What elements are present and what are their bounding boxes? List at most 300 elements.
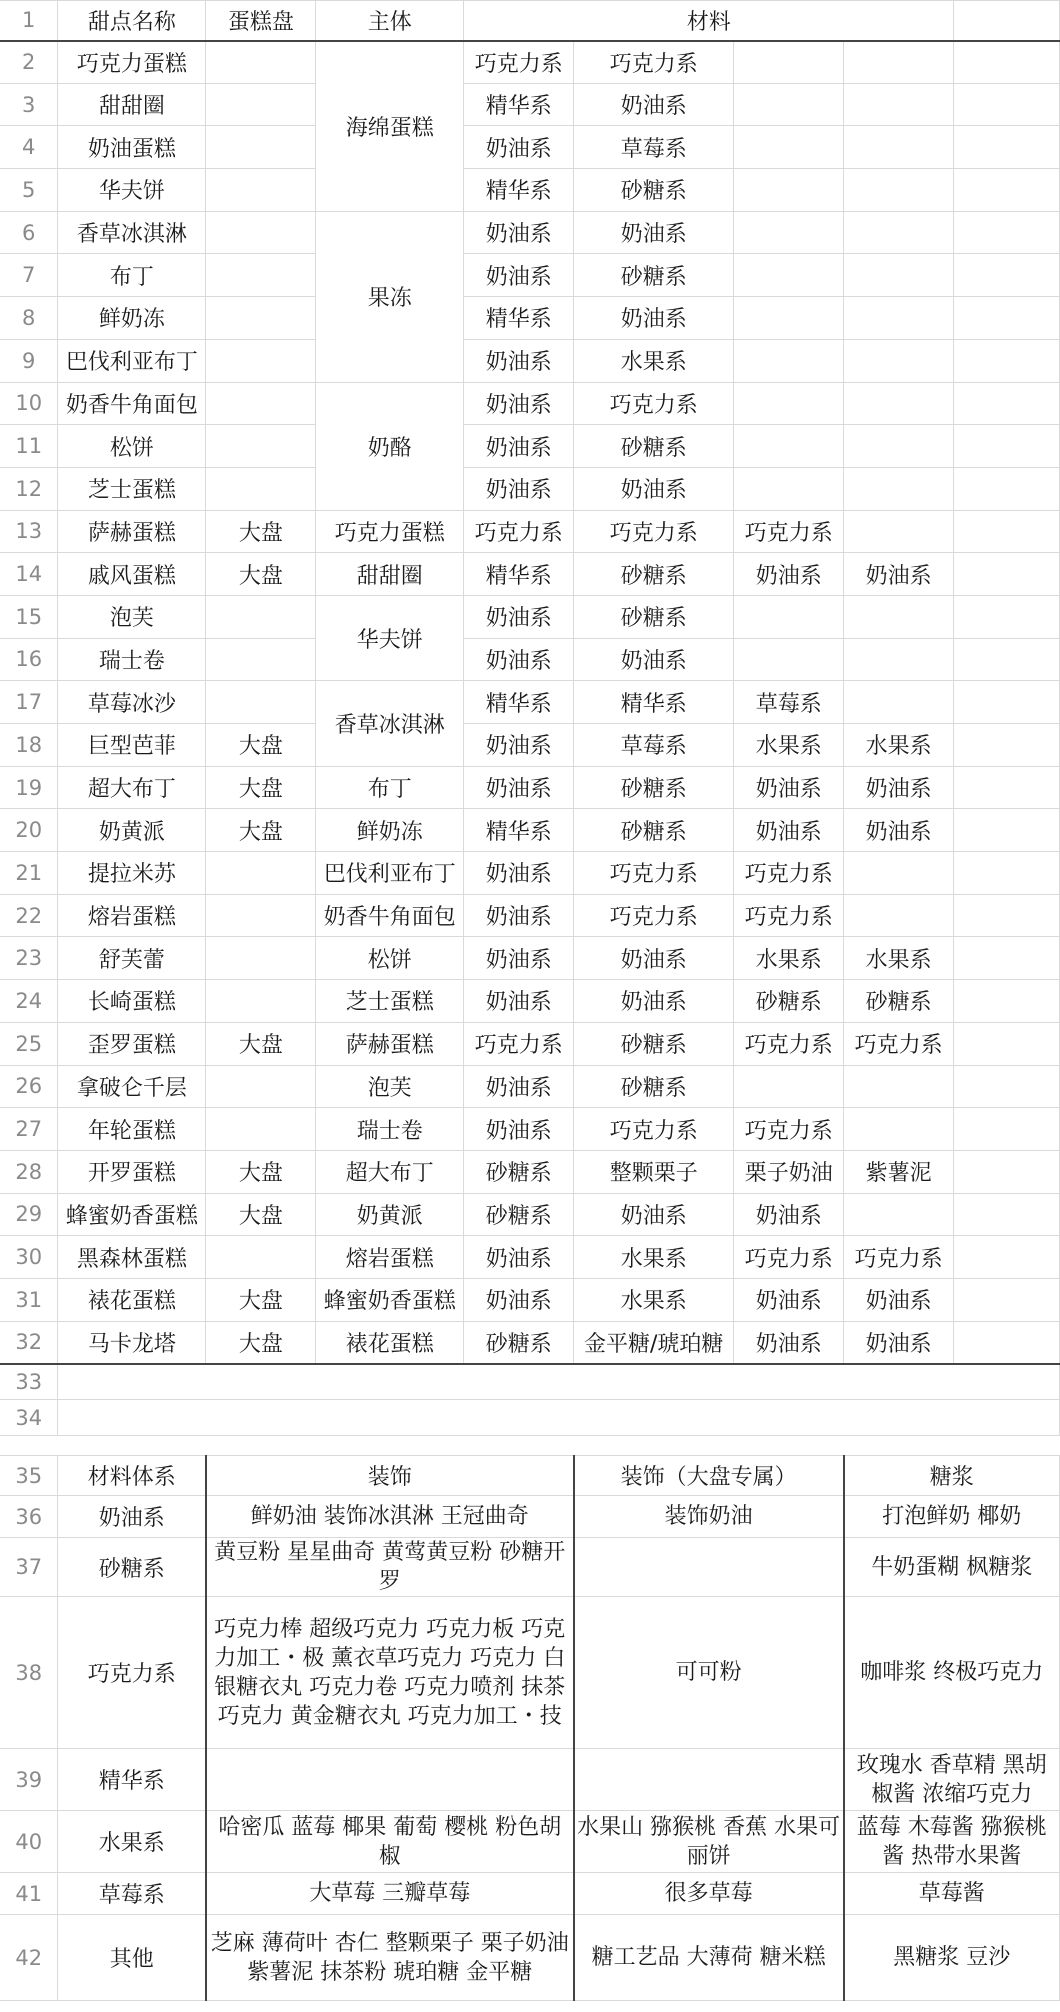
material-cell[interactable]: 奶油系	[574, 467, 734, 510]
row-number[interactable]: 7	[0, 254, 58, 297]
material-cell[interactable]	[844, 467, 954, 510]
material-cell[interactable]	[844, 425, 954, 468]
material-cell[interactable]: 砂糖系	[574, 1065, 734, 1108]
material-system-cell[interactable]: 巧克力系	[58, 1597, 206, 1749]
cake-plate-cell[interactable]	[206, 894, 316, 937]
material-cell[interactable]: 奶油系	[734, 1193, 844, 1236]
row-number[interactable]: 6	[0, 211, 58, 254]
material-cell[interactable]: 奶油系	[574, 83, 734, 126]
row-number[interactable]: 10	[0, 382, 58, 425]
row-number[interactable]: 14	[0, 553, 58, 596]
column-header-big-plate-decoration[interactable]: 装饰（大盘专属）	[574, 1456, 844, 1496]
syrup-cell[interactable]: 草莓酱	[844, 1873, 1060, 1915]
cake-plate-cell[interactable]: 大盘	[206, 766, 316, 809]
row-number[interactable]: 32	[0, 1321, 58, 1364]
material-cell[interactable]	[844, 41, 954, 84]
row-number[interactable]: 21	[0, 852, 58, 895]
dessert-name-cell[interactable]: 蜂蜜奶香蛋糕	[58, 1193, 206, 1236]
empty-cell[interactable]	[58, 1364, 1060, 1400]
material-cell[interactable]: 精华系	[464, 809, 574, 852]
material-cell[interactable]: 巧克力系	[574, 1108, 734, 1151]
material-cell[interactable]: 栗子奶油	[734, 1150, 844, 1193]
empty-cell[interactable]	[954, 126, 1060, 169]
material-cell[interactable]: 砂糖系	[574, 809, 734, 852]
row-number[interactable]: 38	[0, 1597, 58, 1749]
material-cell[interactable]: 奶油系	[464, 1065, 574, 1108]
row-number[interactable]: 2	[0, 41, 58, 84]
material-cell[interactable]: 奶油系	[464, 894, 574, 937]
row-number[interactable]: 15	[0, 595, 58, 638]
material-cell[interactable]	[734, 254, 844, 297]
empty-cell[interactable]	[954, 425, 1060, 468]
body-cell[interactable]: 华夫饼	[316, 595, 464, 680]
material-cell[interactable]: 水果系	[734, 724, 844, 767]
empty-cell[interactable]	[954, 339, 1060, 382]
material-cell[interactable]: 砂糖系	[574, 766, 734, 809]
row-number[interactable]: 23	[0, 937, 58, 980]
material-cell[interactable]	[844, 510, 954, 553]
empty-cell[interactable]	[954, 809, 1060, 852]
empty-cell[interactable]	[954, 681, 1060, 724]
cake-plate-cell[interactable]: 大盘	[206, 1278, 316, 1321]
row-number[interactable]: 27	[0, 1108, 58, 1151]
material-cell[interactable]: 砂糖系	[464, 1150, 574, 1193]
dessert-name-cell[interactable]: 熔岩蛋糕	[58, 894, 206, 937]
dessert-name-cell[interactable]: 香草冰淇淋	[58, 211, 206, 254]
syrup-cell[interactable]: 黑糖浆 豆沙	[844, 1915, 1060, 2001]
dessert-name-cell[interactable]: 长崎蛋糕	[58, 980, 206, 1023]
material-system-cell[interactable]: 砂糖系	[58, 1538, 206, 1597]
dessert-name-cell[interactable]: 超大布丁	[58, 766, 206, 809]
material-cell[interactable]: 巧克力系	[844, 1236, 954, 1279]
body-cell[interactable]: 海绵蛋糕	[316, 41, 464, 212]
row-number[interactable]: 42	[0, 1915, 58, 2001]
cake-plate-cell[interactable]: 大盘	[206, 1150, 316, 1193]
column-header-dessert-name[interactable]: 甜点名称	[58, 1, 206, 41]
material-cell[interactable]: 砂糖系	[574, 425, 734, 468]
row-number[interactable]: 33	[0, 1364, 58, 1400]
decoration-cell[interactable]: 大草莓 三瓣草莓	[206, 1873, 574, 1915]
decoration-cell[interactable]: 黄豆粉 星星曲奇 黄莺黄豆粉 砂糖开罗	[206, 1538, 574, 1597]
row-number[interactable]: 3	[0, 83, 58, 126]
row-number[interactable]: 26	[0, 1065, 58, 1108]
material-cell[interactable]: 砂糖系	[574, 1022, 734, 1065]
empty-cell[interactable]	[954, 510, 1060, 553]
material-cell[interactable]: 巧克力系	[464, 41, 574, 84]
material-cell[interactable]: 水果系	[844, 937, 954, 980]
material-cell[interactable]: 水果系	[734, 937, 844, 980]
row-number[interactable]: 12	[0, 467, 58, 510]
material-cell[interactable]	[844, 169, 954, 212]
body-cell[interactable]: 香草冰淇淋	[316, 681, 464, 766]
dessert-name-cell[interactable]: 提拉米苏	[58, 852, 206, 895]
material-cell[interactable]: 奶油系	[574, 1193, 734, 1236]
body-cell[interactable]: 奶黄派	[316, 1193, 464, 1236]
big-plate-decoration-cell[interactable]	[574, 1538, 844, 1597]
material-cell[interactable]	[844, 211, 954, 254]
cake-plate-cell[interactable]	[206, 83, 316, 126]
material-cell[interactable]: 巧克力系	[574, 41, 734, 84]
material-cell[interactable]: 奶油系	[464, 382, 574, 425]
dessert-name-cell[interactable]: 芝士蛋糕	[58, 467, 206, 510]
dessert-name-cell[interactable]: 奶油蛋糕	[58, 126, 206, 169]
cake-plate-cell[interactable]: 大盘	[206, 1022, 316, 1065]
material-cell[interactable]: 巧克力系	[734, 510, 844, 553]
body-cell[interactable]: 奶香牛角面包	[316, 894, 464, 937]
empty-cell[interactable]	[954, 852, 1060, 895]
material-cell[interactable]: 奶油系	[734, 553, 844, 596]
empty-cell[interactable]	[954, 553, 1060, 596]
material-cell[interactable]: 奶油系	[574, 638, 734, 681]
dessert-name-cell[interactable]: 巨型芭菲	[58, 724, 206, 767]
dessert-name-cell[interactable]: 布丁	[58, 254, 206, 297]
material-cell[interactable]	[734, 382, 844, 425]
row-number[interactable]: 16	[0, 638, 58, 681]
material-cell[interactable]: 精华系	[464, 83, 574, 126]
material-cell[interactable]	[844, 638, 954, 681]
big-plate-decoration-cell[interactable]: 糖工艺品 大薄荷 糖米糕	[574, 1915, 844, 2001]
material-cell[interactable]: 奶油系	[734, 1278, 844, 1321]
material-cell[interactable]: 整颗栗子	[574, 1150, 734, 1193]
material-cell[interactable]: 奶油系	[464, 1278, 574, 1321]
material-cell[interactable]: 砂糖系	[574, 254, 734, 297]
big-plate-decoration-cell[interactable]: 装饰奶油	[574, 1496, 844, 1538]
material-cell[interactable]: 奶油系	[464, 638, 574, 681]
cake-plate-cell[interactable]	[206, 467, 316, 510]
material-cell[interactable]	[844, 894, 954, 937]
material-cell[interactable]	[844, 1065, 954, 1108]
body-cell[interactable]: 熔岩蛋糕	[316, 1236, 464, 1279]
body-cell[interactable]: 蜂蜜奶香蛋糕	[316, 1278, 464, 1321]
decoration-cell[interactable]: 巧克力棒 超级巧克力 巧克力板 巧克力加工・极 薰衣草巧克力 巧克力 白银糖衣丸 巧克力卷 巧克力喷剂 抹茶巧克力 黄金糖衣丸 巧克力加工・技	[206, 1597, 574, 1749]
material-cell[interactable]: 砂糖系	[574, 553, 734, 596]
material-cell[interactable]: 巧克力系	[734, 1236, 844, 1279]
empty-cell[interactable]	[954, 382, 1060, 425]
material-cell[interactable]: 奶油系	[464, 1236, 574, 1279]
material-cell[interactable]	[734, 41, 844, 84]
material-cell[interactable]: 砂糖系	[464, 1193, 574, 1236]
material-cell[interactable]	[844, 382, 954, 425]
row-number[interactable]: 36	[0, 1496, 58, 1538]
material-cell[interactable]: 奶油系	[734, 809, 844, 852]
material-cell[interactable]: 水果系	[844, 724, 954, 767]
material-system-cell[interactable]: 水果系	[58, 1811, 206, 1873]
body-cell[interactable]: 泡芙	[316, 1065, 464, 1108]
material-cell[interactable]: 奶油系	[464, 980, 574, 1023]
material-cell[interactable]: 奶油系	[464, 1108, 574, 1151]
material-cell[interactable]: 奶油系	[464, 852, 574, 895]
row-number[interactable]: 8	[0, 297, 58, 340]
dessert-name-cell[interactable]: 奶香牛角面包	[58, 382, 206, 425]
material-cell[interactable]: 精华系	[464, 169, 574, 212]
body-cell[interactable]: 布丁	[316, 766, 464, 809]
material-cell[interactable]: 奶油系	[844, 1321, 954, 1364]
body-cell[interactable]: 鲜奶冻	[316, 809, 464, 852]
empty-cell[interactable]	[954, 937, 1060, 980]
material-cell[interactable]	[734, 297, 844, 340]
material-system-cell[interactable]: 草莓系	[58, 1873, 206, 1915]
empty-cell[interactable]	[954, 297, 1060, 340]
material-cell[interactable]	[734, 169, 844, 212]
empty-cell[interactable]	[954, 1321, 1060, 1364]
material-cell[interactable]	[734, 425, 844, 468]
empty-cell[interactable]	[954, 1065, 1060, 1108]
body-cell[interactable]: 果冻	[316, 211, 464, 382]
cake-plate-cell[interactable]: 大盘	[206, 1321, 316, 1364]
material-cell[interactable]: 巧克力系	[734, 1022, 844, 1065]
dessert-name-cell[interactable]: 裱花蛋糕	[58, 1278, 206, 1321]
column-header-decoration[interactable]: 装饰	[206, 1456, 574, 1496]
column-header-syrup[interactable]: 糖浆	[844, 1456, 1060, 1496]
empty-cell[interactable]	[954, 467, 1060, 510]
material-cell[interactable]	[734, 126, 844, 169]
cake-plate-cell[interactable]	[206, 937, 316, 980]
dessert-name-cell[interactable]: 黑森林蛋糕	[58, 1236, 206, 1279]
cake-plate-cell[interactable]	[206, 1108, 316, 1151]
empty-cell[interactable]	[954, 980, 1060, 1023]
material-cell[interactable]: 奶油系	[464, 937, 574, 980]
material-cell[interactable]: 水果系	[574, 339, 734, 382]
dessert-name-cell[interactable]: 戚风蛋糕	[58, 553, 206, 596]
body-cell[interactable]: 奶酪	[316, 382, 464, 510]
material-system-cell[interactable]: 精华系	[58, 1749, 206, 1811]
row-number[interactable]: 34	[0, 1400, 58, 1436]
material-system-cell[interactable]: 其他	[58, 1915, 206, 2001]
material-cell[interactable]: 奶油系	[464, 425, 574, 468]
material-cell[interactable]	[844, 1193, 954, 1236]
body-cell[interactable]: 超大布丁	[316, 1150, 464, 1193]
material-cell[interactable]: 巧克力系	[734, 894, 844, 937]
empty-cell[interactable]	[954, 638, 1060, 681]
material-cell[interactable]: 奶油系	[464, 339, 574, 382]
material-cell[interactable]: 砂糖系	[574, 595, 734, 638]
big-plate-decoration-cell[interactable]: 很多草莓	[574, 1873, 844, 1915]
empty-cell[interactable]	[954, 724, 1060, 767]
material-cell[interactable]: 水果系	[574, 1236, 734, 1279]
material-cell[interactable]	[844, 254, 954, 297]
cake-plate-cell[interactable]	[206, 297, 316, 340]
cake-plate-cell[interactable]: 大盘	[206, 809, 316, 852]
material-cell[interactable]	[734, 339, 844, 382]
empty-cell[interactable]	[954, 1150, 1060, 1193]
empty-cell[interactable]	[954, 766, 1060, 809]
cake-plate-cell[interactable]	[206, 254, 316, 297]
empty-cell[interactable]	[954, 894, 1060, 937]
material-cell[interactable]: 奶油系	[844, 809, 954, 852]
dessert-name-cell[interactable]: 歪罗蛋糕	[58, 1022, 206, 1065]
cake-plate-cell[interactable]: 大盘	[206, 510, 316, 553]
material-cell[interactable]: 奶油系	[464, 211, 574, 254]
material-cell[interactable]: 奶油系	[844, 553, 954, 596]
material-cell[interactable]: 奶油系	[464, 724, 574, 767]
cake-plate-cell[interactable]	[206, 169, 316, 212]
body-cell[interactable]: 裱花蛋糕	[316, 1321, 464, 1364]
material-cell[interactable]: 奶油系	[844, 1278, 954, 1321]
column-header-cake-plate[interactable]: 蛋糕盘	[206, 1, 316, 41]
body-cell[interactable]: 巴伐利亚布丁	[316, 852, 464, 895]
material-cell[interactable]: 紫薯泥	[844, 1150, 954, 1193]
empty-cell[interactable]	[954, 169, 1060, 212]
material-cell[interactable]: 巧克力系	[734, 852, 844, 895]
dessert-name-cell[interactable]: 拿破仑千层	[58, 1065, 206, 1108]
dessert-name-cell[interactable]: 草莓冰沙	[58, 681, 206, 724]
material-cell[interactable]: 巧克力系	[464, 1022, 574, 1065]
material-cell[interactable]: 金平糖/琥珀糖	[574, 1321, 734, 1364]
material-cell[interactable]	[844, 1108, 954, 1151]
material-cell[interactable]: 奶油系	[464, 766, 574, 809]
empty-cell[interactable]	[954, 1278, 1060, 1321]
material-cell[interactable]	[734, 467, 844, 510]
dessert-name-cell[interactable]: 巴伐利亚布丁	[58, 339, 206, 382]
material-cell[interactable]	[734, 211, 844, 254]
empty-cell[interactable]	[954, 41, 1060, 84]
big-plate-decoration-cell[interactable]: 可可粉	[574, 1597, 844, 1749]
column-header-material-system[interactable]: 材料体系	[58, 1456, 206, 1496]
syrup-cell[interactable]: 打泡鲜奶 椰奶	[844, 1496, 1060, 1538]
cake-plate-cell[interactable]	[206, 595, 316, 638]
material-cell[interactable]: 精华系	[464, 297, 574, 340]
empty-cell[interactable]	[954, 211, 1060, 254]
cake-plate-cell[interactable]	[206, 852, 316, 895]
decoration-cell[interactable]	[206, 1749, 574, 1811]
cake-plate-cell[interactable]	[206, 980, 316, 1023]
big-plate-decoration-cell[interactable]: 水果山 猕猴桃 香蕉 水果可丽饼	[574, 1811, 844, 1873]
material-cell[interactable]	[734, 638, 844, 681]
material-cell[interactable]	[734, 83, 844, 126]
material-cell[interactable]	[844, 83, 954, 126]
row-number[interactable]: 35	[0, 1456, 58, 1496]
material-cell[interactable]	[844, 339, 954, 382]
body-cell[interactable]: 瑞士卷	[316, 1108, 464, 1151]
row-number[interactable]: 1	[0, 1, 58, 41]
body-cell[interactable]: 甜甜圈	[316, 553, 464, 596]
empty-cell[interactable]	[954, 1022, 1060, 1065]
cake-plate-cell[interactable]	[206, 41, 316, 84]
row-number[interactable]: 11	[0, 425, 58, 468]
dessert-name-cell[interactable]: 奶黄派	[58, 809, 206, 852]
body-cell[interactable]: 巧克力蛋糕	[316, 510, 464, 553]
material-cell[interactable]	[734, 595, 844, 638]
row-number[interactable]: 19	[0, 766, 58, 809]
material-cell[interactable]: 精华系	[464, 553, 574, 596]
cake-plate-cell[interactable]	[206, 382, 316, 425]
dessert-name-cell[interactable]: 巧克力蛋糕	[58, 41, 206, 84]
dessert-name-cell[interactable]: 年轮蛋糕	[58, 1108, 206, 1151]
cake-plate-cell[interactable]	[206, 425, 316, 468]
syrup-cell[interactable]: 玫瑰水 香草精 黑胡椒酱 浓缩巧克力	[844, 1749, 1060, 1811]
body-cell[interactable]: 松饼	[316, 937, 464, 980]
cake-plate-cell[interactable]	[206, 339, 316, 382]
material-cell[interactable]: 奶油系	[464, 467, 574, 510]
syrup-cell[interactable]: 咖啡浆 终极巧克力	[844, 1597, 1060, 1749]
row-number[interactable]: 37	[0, 1538, 58, 1597]
big-plate-decoration-cell[interactable]	[574, 1749, 844, 1811]
row-number[interactable]: 29	[0, 1193, 58, 1236]
material-cell[interactable]: 巧克力系	[574, 510, 734, 553]
material-cell[interactable]: 奶油系	[734, 766, 844, 809]
row-number[interactable]: 5	[0, 169, 58, 212]
body-cell[interactable]: 萨赫蛋糕	[316, 1022, 464, 1065]
material-cell[interactable]: 精华系	[574, 681, 734, 724]
material-system-cell[interactable]: 奶油系	[58, 1496, 206, 1538]
row-number[interactable]: 22	[0, 894, 58, 937]
empty-cell[interactable]	[954, 1236, 1060, 1279]
cake-plate-cell[interactable]	[206, 211, 316, 254]
dessert-name-cell[interactable]: 萨赫蛋糕	[58, 510, 206, 553]
dessert-name-cell[interactable]: 瑞士卷	[58, 638, 206, 681]
empty-cell[interactable]	[954, 595, 1060, 638]
row-number[interactable]: 17	[0, 681, 58, 724]
cake-plate-cell[interactable]: 大盘	[206, 1193, 316, 1236]
material-cell[interactable]: 草莓系	[574, 126, 734, 169]
material-cell[interactable]: 草莓系	[734, 681, 844, 724]
row-number[interactable]: 9	[0, 339, 58, 382]
cake-plate-cell[interactable]: 大盘	[206, 724, 316, 767]
material-cell[interactable]: 砂糖系	[464, 1321, 574, 1364]
material-cell[interactable]: 砂糖系	[844, 980, 954, 1023]
cake-plate-cell[interactable]	[206, 638, 316, 681]
cake-plate-cell[interactable]	[206, 681, 316, 724]
dessert-name-cell[interactable]: 泡芙	[58, 595, 206, 638]
material-cell[interactable]: 奶油系	[464, 126, 574, 169]
row-number[interactable]: 25	[0, 1022, 58, 1065]
dessert-name-cell[interactable]: 松饼	[58, 425, 206, 468]
empty-cell[interactable]	[954, 1, 1060, 41]
row-number[interactable]: 41	[0, 1873, 58, 1915]
column-header-materials[interactable]: 材料	[464, 1, 954, 41]
dessert-name-cell[interactable]: 甜甜圈	[58, 83, 206, 126]
row-number[interactable]: 28	[0, 1150, 58, 1193]
decoration-cell[interactable]: 鲜奶油 装饰冰淇淋 王冠曲奇	[206, 1496, 574, 1538]
material-cell[interactable]	[844, 595, 954, 638]
empty-cell[interactable]	[954, 1108, 1060, 1151]
material-cell[interactable]: 巧克力系	[574, 852, 734, 895]
empty-cell[interactable]	[58, 1400, 1060, 1436]
material-cell[interactable]: 砂糖系	[734, 980, 844, 1023]
material-cell[interactable]: 水果系	[574, 1278, 734, 1321]
material-cell[interactable]: 奶油系	[464, 254, 574, 297]
cake-plate-cell[interactable]	[206, 126, 316, 169]
material-cell[interactable]: 奶油系	[734, 1321, 844, 1364]
material-cell[interactable]	[844, 297, 954, 340]
empty-cell[interactable]	[954, 83, 1060, 126]
cake-plate-cell[interactable]	[206, 1065, 316, 1108]
cake-plate-cell[interactable]: 大盘	[206, 553, 316, 596]
empty-cell[interactable]	[954, 254, 1060, 297]
body-cell[interactable]: 芝士蛋糕	[316, 980, 464, 1023]
row-number[interactable]: 24	[0, 980, 58, 1023]
material-cell[interactable]: 草莓系	[574, 724, 734, 767]
material-cell[interactable]: 奶油系	[574, 211, 734, 254]
cake-plate-cell[interactable]	[206, 1236, 316, 1279]
dessert-name-cell[interactable]: 华夫饼	[58, 169, 206, 212]
dessert-name-cell[interactable]: 舒芙蕾	[58, 937, 206, 980]
material-cell[interactable]: 奶油系	[844, 766, 954, 809]
syrup-cell[interactable]: 牛奶蛋糊 枫糖浆	[844, 1538, 1060, 1597]
material-cell[interactable]: 巧克力系	[574, 894, 734, 937]
dessert-name-cell[interactable]: 开罗蛋糕	[58, 1150, 206, 1193]
material-cell[interactable]: 巧克力系	[734, 1108, 844, 1151]
row-number[interactable]: 4	[0, 126, 58, 169]
material-cell[interactable]: 奶油系	[574, 297, 734, 340]
row-number[interactable]: 31	[0, 1278, 58, 1321]
dessert-name-cell[interactable]: 马卡龙塔	[58, 1321, 206, 1364]
row-number[interactable]: 40	[0, 1811, 58, 1873]
material-cell[interactable]	[734, 1065, 844, 1108]
row-number[interactable]: 18	[0, 724, 58, 767]
material-cell[interactable]: 奶油系	[464, 595, 574, 638]
dessert-name-cell[interactable]: 鲜奶冻	[58, 297, 206, 340]
